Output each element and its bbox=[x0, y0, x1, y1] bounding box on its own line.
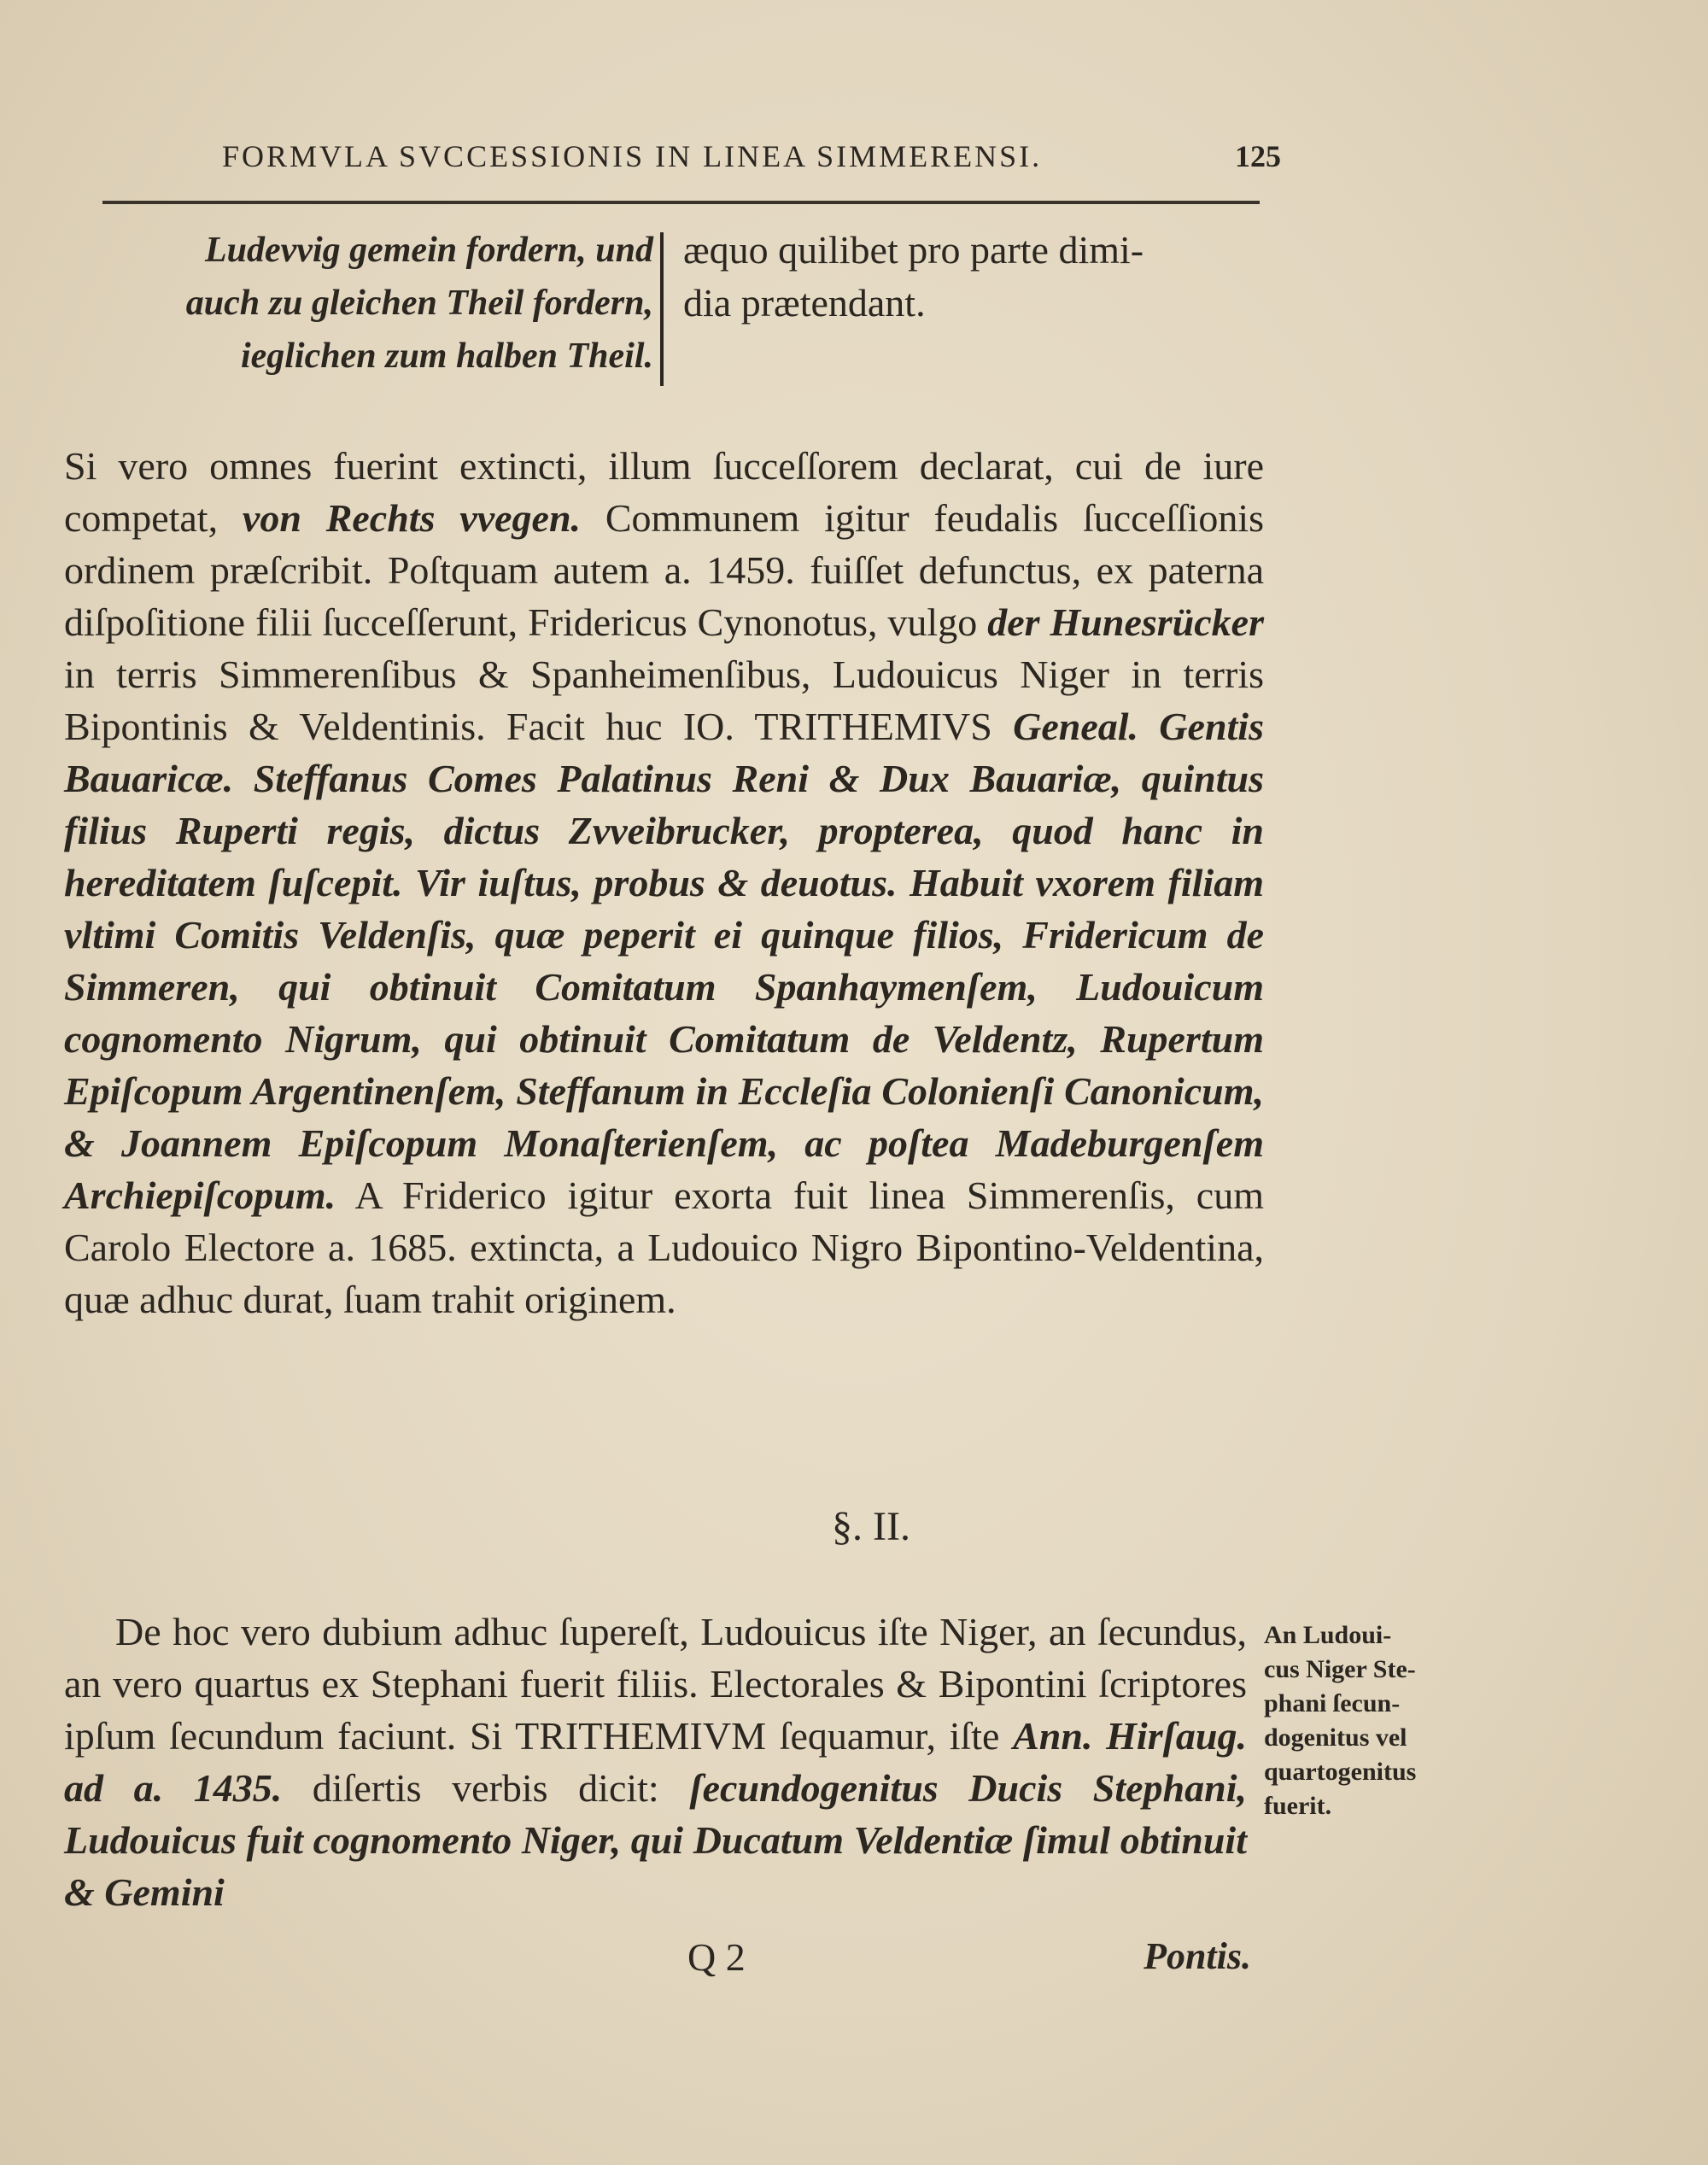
page-number: 125 bbox=[1235, 139, 1281, 173]
marginal-note-line: fuerit. bbox=[1264, 1792, 1332, 1820]
italic-run: Geneal. Gentis Bauaricæ. Steffanus Comes Palatinus Reni & Dux Bauariæ, quintus filius Ruperti regis, dictus Zvveibrucker, propterea, quod hanc in hereditatem ſuſcepit. Vir iuſtus, probus & deuotus. Habuit vxorem filiam vltimi Comitis Veldenſis, quæ peperit ei quinque filios, Fridericum de Simmeren, qui obtinuit Comitatum Spanhaymenſem, Ludouicum cognomento Nigrum, qui obtinuit Comitatum de Veldentz, Rupertum Epiſcopum Argentinenſem, Steffanum in Eccleſia Colonienſi Canonicum, & Joannem Epiſcopum Monaſterienſem, ac poſtea Madeburgenſem Archiepiſcopum. bbox=[64, 705, 1264, 1217]
german-quote-line: ieglichen zum halben Theil. bbox=[240, 336, 653, 376]
text-run: A Friderico igitur exorta fuit linea Simmerenſis, cum Carolo Electore a. 1685. extincta, a Ludouico Nigro Bipontino-Veldentina, quæ adhuc durat, ſuam trahit originem. bbox=[64, 1173, 1264, 1321]
latin-translation bbox=[683, 224, 1264, 330]
page-footer bbox=[64, 1934, 1251, 1994]
italic-run: ſecundogenitus Ducis Stephani, Ludouicus fuit cognomento Niger, qui Ducatum Veldentiæ ſimul obtinuit & Gemini bbox=[64, 1766, 1247, 1914]
italic-run: Ann. Hirſaug. ad a. 1435. bbox=[64, 1714, 1247, 1810]
german-quote bbox=[64, 224, 653, 383]
text-run: Communem igitur feudalis ſucceſſionis ordinem præſcribit. Poſtquam autem a. 1459. fuiſſet defunctus, ex paterna diſpoſitione filii ſucceſſerunt, Fridericus Cynonotus, vulgo bbox=[64, 496, 1265, 644]
section-heading: §. II. bbox=[832, 1504, 910, 1549]
italic-run: der Hunesrücker bbox=[987, 600, 1264, 644]
marginal-note-line: quartogenitus bbox=[1264, 1758, 1417, 1786]
marginal-note bbox=[1264, 1618, 1469, 1823]
running-head: FORMVLA SVCCESSIONIS IN LINEA SIMMERENSI. bbox=[222, 139, 1043, 173]
marginal-note-line: cus Niger Ste- bbox=[1264, 1655, 1416, 1683]
main-paragraph bbox=[64, 440, 1264, 1325]
marginal-note-line: phani ſecun- bbox=[1264, 1689, 1401, 1717]
latin-translation-line: dia prætendant. bbox=[683, 281, 926, 325]
column-divider bbox=[660, 232, 664, 386]
german-quote-line: auch zu gleichen Theil fordern, bbox=[185, 284, 653, 323]
header-rule bbox=[102, 201, 1260, 204]
section-paragraph bbox=[64, 1606, 1247, 1918]
marginal-note-line: dogenitus vel bbox=[1264, 1723, 1407, 1752]
latin-translation-line: æquo quilibet pro parte dimi- bbox=[683, 228, 1144, 272]
german-quote-line: Ludevvig gemein fordern, und bbox=[205, 231, 653, 270]
text-run: De hoc vero dubium adhuc ſupereſt, Ludouicus iſte Niger, an ſecundus, an vero quartus ex Stephani fuerit filiis. Electorales & Bipontini ſcriptores ipſum ſecundum faciunt. Si TRITHEMIVM ſequamur, iſte bbox=[64, 1610, 1247, 1758]
italic-run: von Rechts vvegen. bbox=[242, 496, 582, 540]
text-run: diſertis verbis dicit: bbox=[282, 1766, 690, 1810]
signature-mark: Q 2 bbox=[687, 1935, 746, 1979]
text-run: in terris Simmerenſibus & Spanheimenſibus, Ludouicus Niger in terris Bipontinis & Veldentinis. Facit huc IO. TRITHEMIVS bbox=[64, 652, 1264, 748]
catchword: Pontis. bbox=[1144, 1935, 1251, 1977]
marginal-note-line: An Ludoui- bbox=[1264, 1621, 1392, 1649]
page-header bbox=[222, 138, 1281, 190]
quotation-columns bbox=[64, 224, 1260, 395]
text-run: Si vero omnes fuerint extincti, illum ſucceſſorem declarat, cui de iure competat, bbox=[64, 444, 1264, 540]
